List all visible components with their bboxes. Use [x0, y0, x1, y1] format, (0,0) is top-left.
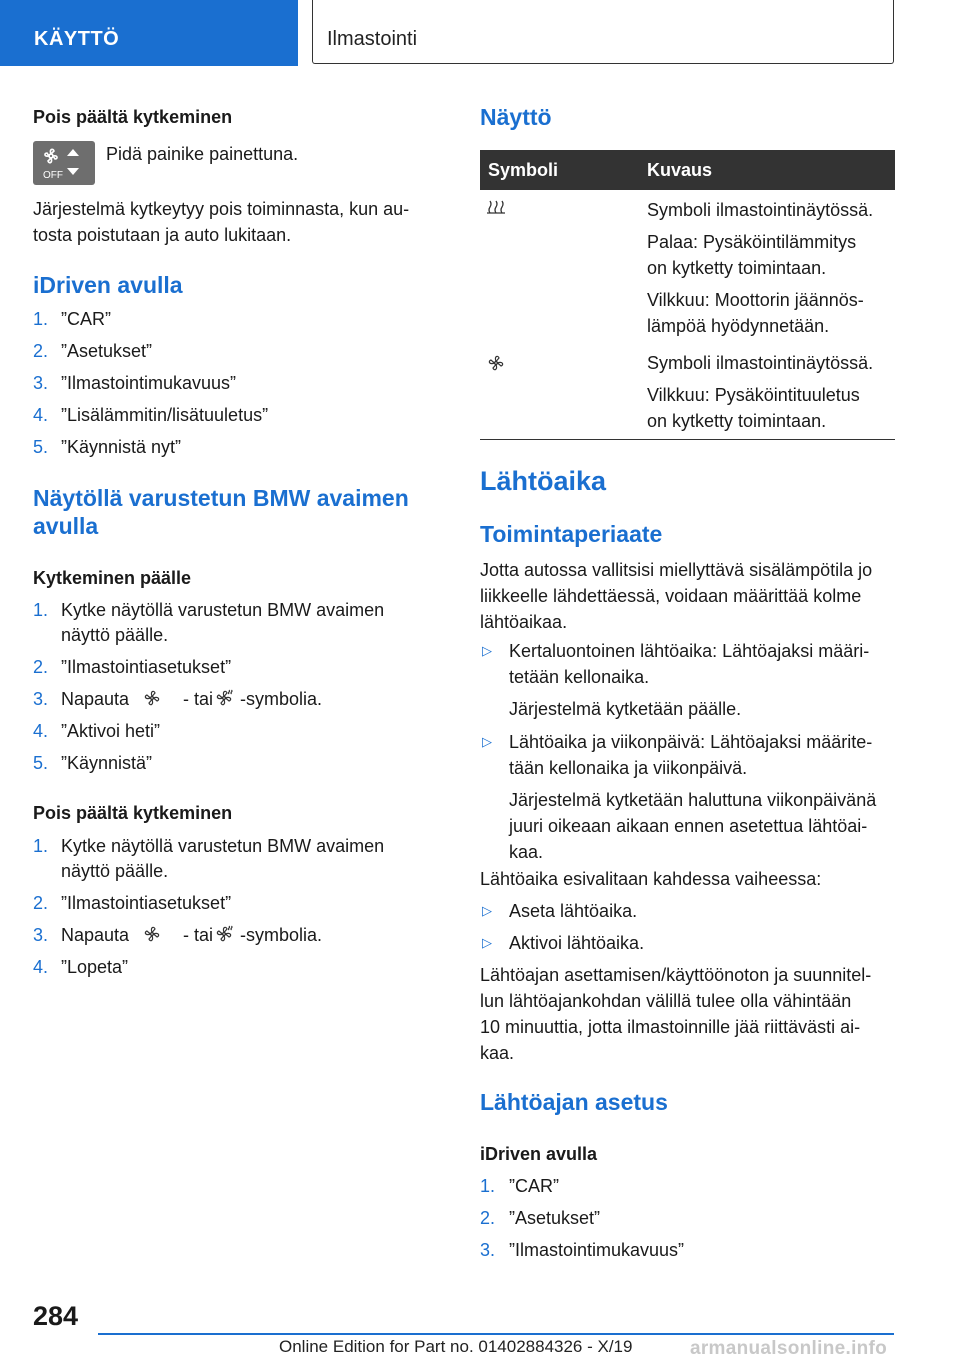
step-number: 3. — [480, 1240, 496, 1260]
header-chapter-label: Ilmastointi — [327, 28, 418, 50]
interval-text — [480, 962, 900, 1066]
step-number: 2. — [480, 1208, 496, 1228]
step-text: -symbolia. — [240, 925, 323, 945]
step-number: 5. — [33, 753, 49, 773]
principle-line: liikkeelle lähdettäessä, voidaan määrittää kolme — [480, 586, 862, 606]
row1-line: lämpöä hyödynnetään. — [647, 316, 830, 336]
step-text: ”Asetukset” — [509, 1208, 601, 1228]
heater-icon — [486, 200, 506, 214]
step-text: näyttö päälle. — [61, 861, 169, 881]
footer-rule — [98, 1333, 894, 1335]
bullet-line: tään kellonaika ja viikonpäivä. — [509, 758, 748, 778]
step-text: -symbolia. — [240, 689, 323, 709]
step-number: 4. — [33, 721, 49, 741]
triangle-bullet-icon: ▷ — [482, 643, 492, 658]
step-number: 1. — [33, 836, 49, 856]
edition-text: Online Edition for Part no. 01402884326 - X/19 — [279, 1337, 633, 1356]
step-number: 3. — [33, 925, 49, 945]
bullet-set-departure: Aseta lähtöaika. — [509, 901, 638, 921]
step-text: Kytke näytöllä varustetun BMW avaimen — [61, 600, 385, 620]
step-number: 1. — [480, 1176, 496, 1196]
header-section-tab — [0, 0, 298, 66]
on-heading: Kytkeminen päälle — [33, 568, 192, 588]
step-text: ”Ilmastointiasetukset” — [61, 893, 232, 913]
step-number: 2. — [33, 893, 49, 913]
interval-line: lun lähtöajankohdan välillä tulee olla vähintään — [480, 991, 852, 1011]
display-heading: Näyttö — [480, 104, 552, 130]
step-text: - tai — [183, 689, 214, 709]
departure-heading: Lähtöaika — [480, 466, 607, 496]
page-number: 284 — [33, 1301, 79, 1331]
step-text: - tai — [183, 925, 214, 945]
step-text: ”Asetukset” — [61, 341, 153, 361]
step-text: ”Aktivoi heti” — [61, 721, 161, 741]
row2-description — [647, 350, 895, 434]
header-section-label: KÄYTTÖ — [34, 28, 120, 50]
row1-line: Palaa: Pysäköintilämmitys — [647, 232, 857, 252]
fan-icon — [143, 925, 161, 943]
step-text: ”Ilmastointimukavuus” — [61, 373, 237, 393]
step-text: ”Käynnistä” — [61, 753, 153, 773]
step-number: 4. — [33, 405, 49, 425]
step-text: näyttö päälle. — [61, 625, 169, 645]
table-header-symbol: Symboli — [488, 160, 559, 180]
step-number: 3. — [33, 689, 49, 709]
step-text: Napauta — [61, 925, 130, 945]
right-idrive-heading: iDriven avulla — [480, 1144, 598, 1164]
setting-heading: Lähtöajan asetus — [480, 1089, 668, 1115]
triangle-bullet-icon: ▷ — [482, 903, 492, 918]
row1-line: on kytketty toimintaan. — [647, 258, 827, 278]
idrive-steps-list — [33, 306, 433, 476]
bullet-line: Lähtöaika ja viikonpäivä: Lähtöajaksi määrite- — [509, 732, 873, 752]
step-number: 4. — [33, 957, 49, 977]
step-number: 3. — [33, 373, 49, 393]
on-steps-list — [33, 597, 433, 777]
ventilation-icon — [487, 354, 505, 372]
triangle-bullet-icon: ▷ — [482, 734, 492, 749]
bullet-line: tetään kellonaika. — [509, 667, 650, 687]
principle-text — [480, 557, 900, 635]
table-header — [480, 150, 895, 190]
right-idrive-steps — [480, 1173, 880, 1273]
off-button-icon — [33, 141, 95, 185]
key-heading-line2: avulla — [33, 513, 99, 539]
fan-icon — [143, 689, 161, 707]
off-para-line2: tosta poistutaan ja auto lukitaan. — [33, 225, 292, 245]
triangle-bullet-icon: ▷ — [482, 935, 492, 950]
off-button-text: Pidä painike painettuna. — [106, 144, 299, 164]
step-text: ”Lisälämmitin/lisätuuletus” — [61, 405, 269, 425]
header-chapter-tab — [312, 0, 894, 64]
principle-heading: Toimintaperiaate — [480, 521, 663, 547]
row2-line: on kytketty toimintaan. — [647, 411, 827, 431]
step-text: ”Lopeta” — [61, 957, 129, 977]
interval-line: Lähtöajan asettamisen/käyttöönoton ja suunnitel- — [480, 965, 872, 985]
off-para-line1: Järjestelmä kytkeytyy pois toiminnasta, kun au- — [33, 199, 410, 219]
step-text: ”CAR” — [61, 309, 111, 329]
watermark: armanualsonline.info — [690, 1338, 888, 1359]
bullet-line: juuri oikeaan aikaan ennen asetettua lähtöai- — [509, 816, 868, 836]
off2-heading: Pois päältä kytkeminen — [33, 803, 233, 823]
heater-fan-icon — [215, 689, 233, 707]
step-number: 1. — [33, 309, 49, 329]
step-text: Napauta — [61, 689, 130, 709]
principle-line: Jotta autossa vallitsisi miellyttävä sisälämpötila jo — [480, 560, 873, 580]
row1-line: Symboli ilmastointinäytössä. — [647, 200, 874, 220]
row1-description — [647, 197, 895, 339]
preselect-text: Lähtöaika esivalitaan kahdessa vaiheessa: — [480, 869, 822, 889]
row1-line: Vilkkuu: Moottorin jäännös- — [647, 290, 864, 310]
table-header-description: Kuvaus — [647, 160, 713, 180]
off-heading: Pois päältä kytkeminen — [33, 107, 233, 127]
step-text: ”Ilmastointiasetukset” — [61, 657, 232, 677]
heater-fan-icon — [215, 925, 233, 943]
step-text: ”Käynnistä nyt” — [61, 437, 182, 457]
step-number: 1. — [33, 600, 49, 620]
step-text: ”CAR” — [509, 1176, 559, 1196]
step-text: Kytke näytöllä varustetun BMW avaimen — [61, 836, 385, 856]
step-number: 2. — [33, 341, 49, 361]
bullet-line: Kertaluontoinen lähtöaika: Lähtöajaksi määri- — [509, 641, 870, 661]
bullet-line: Järjestelmä kytketään päälle. — [509, 699, 742, 719]
off2-steps-list — [33, 833, 433, 983]
row2-line: Vilkkuu: Pysäköintituuletus — [647, 385, 860, 405]
bullet-line: kaa. — [509, 842, 544, 862]
bullet-activate-departure: Aktivoi lähtöaika. — [509, 933, 645, 953]
row2-line: Symboli ilmastointinäytössä. — [647, 353, 874, 373]
principle-line: lähtöaikaa. — [480, 612, 568, 632]
step-number: 2. — [33, 657, 49, 677]
key-heading-line1: Näytöllä varustetun BMW avaimen — [33, 485, 409, 511]
interval-line: kaa. — [480, 1043, 515, 1063]
step-text: ”Ilmastointimukavuus” — [509, 1240, 685, 1260]
off-button-label: OFF — [43, 170, 63, 181]
step-number: 5. — [33, 437, 49, 457]
interval-line: 10 minuuttia, jotta ilmastoinnille jää riittävästi ai- — [480, 1017, 861, 1037]
bullet-line: Järjestelmä kytketään haluttuna viikonpäivänä — [509, 790, 877, 810]
table-bottom-rule — [480, 439, 895, 440]
idrive-heading: iDriven avulla — [33, 272, 183, 298]
